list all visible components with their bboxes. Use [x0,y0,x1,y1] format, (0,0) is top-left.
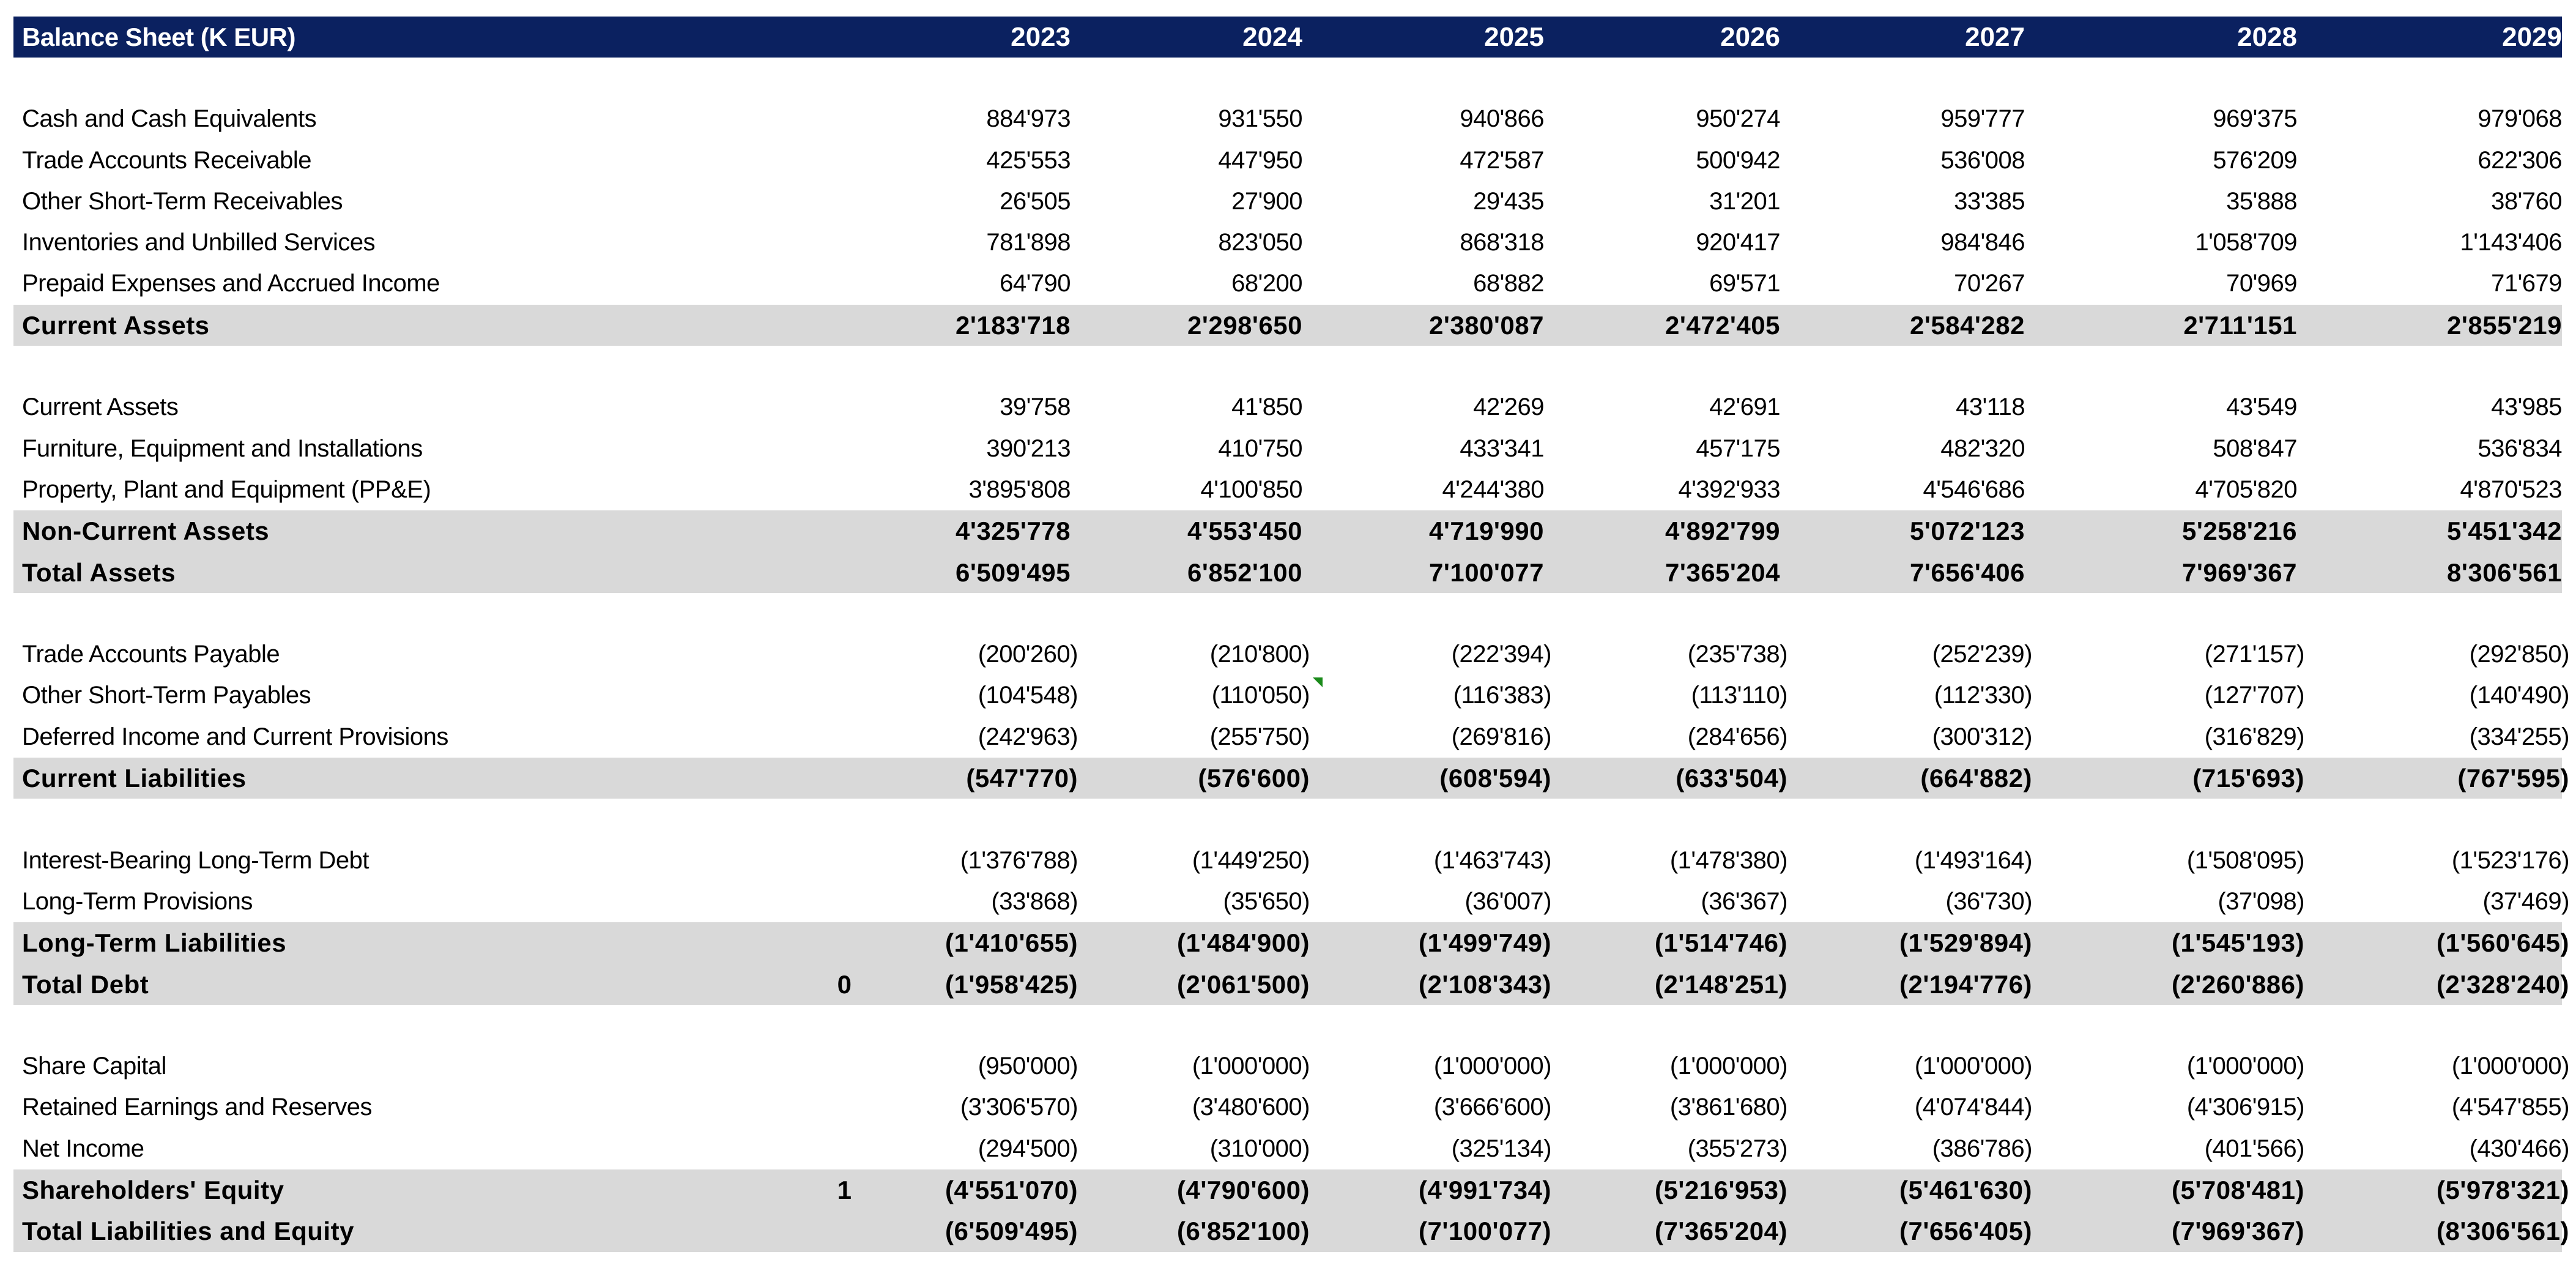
table-row [13,99,2562,140]
total-row [13,552,2562,593]
value-cell-2025[interactable]: 433'341 [1460,434,1544,462]
value-cell-2025[interactable]: (2'108'343) [1419,969,1551,999]
table-row [13,222,2562,263]
total-row [13,305,2562,346]
value-cell-2025[interactable]: 7'100'077 [1429,558,1544,587]
value-cell-2026[interactable]: (2'148'251) [1655,969,1787,999]
value-cell-2025[interactable]: 42'269 [1473,393,1544,421]
total-row [13,510,2562,551]
value-cell-2027[interactable]: 43'118 [1956,393,2025,421]
value-cell-2026[interactable]: 4'392'933 [1678,476,1780,503]
value-cell-2028[interactable]: 70'969 [2226,270,2297,297]
value-cell-2024[interactable]: (3'480'600) [1192,1094,1310,1121]
value-cell-2024[interactable]: (110'050) [1211,682,1310,709]
value-cell-2024[interactable]: 447'950 [1218,146,1302,174]
value-cell-2028[interactable]: 2'711'151 [2183,310,2297,340]
table-row [13,840,2569,881]
row-label[interactable]: Furniture, Equipment and Installations [22,434,423,462]
value-cell-2027[interactable]: 959'777 [1940,105,2025,133]
sheet-title[interactable]: Balance Sheet (K EUR) [22,23,295,51]
value-cell-2029[interactable]: (292'850) [2469,641,2569,668]
value-cell-2025[interactable]: 868'318 [1460,229,1544,256]
value-cell-2025[interactable]: (269'816) [1451,723,1551,750]
row-label[interactable]: Interest-Bearing Long-Term Debt [22,846,369,874]
row-label[interactable]: Other Short-Term Receivables [22,187,343,215]
table-row [13,387,2562,428]
total-row-label[interactable]: Long-Term Liabilities [22,928,287,958]
value-cell-2027[interactable]: (1'000'000) [1914,1053,2032,1080]
value-cell-2026[interactable]: (7'365'204) [1655,1217,1787,1246]
value-cell-2023[interactable]: (3'306'570) [960,1094,1078,1121]
value-cell-2024[interactable]: (1'484'900) [1177,928,1310,958]
year-header-2024[interactable]: 2024 [1242,22,1302,52]
value-cell-2028[interactable]: 7'969'367 [2182,558,2297,587]
value-cell-2029[interactable]: 536'834 [2478,434,2562,462]
value-cell-2023[interactable]: (294'500) [978,1135,1078,1162]
value-cell-2028[interactable]: (271'157) [2204,641,2304,668]
row-label[interactable]: Current Assets [22,393,179,421]
value-cell-2027[interactable]: 33'385 [1954,187,2025,215]
value-cell-2025[interactable]: (36'007) [1464,887,1551,915]
value-cell-2028[interactable]: 43'549 [2226,393,2297,421]
value-cell-2025[interactable]: (222'394) [1451,641,1551,668]
value-cell-2027[interactable]: 4'546'686 [1923,476,2025,503]
value-cell-2028[interactable]: (1'545'193) [2172,928,2304,958]
value-cell-2028[interactable]: 4'705'820 [2195,476,2297,503]
total-row-label[interactable]: Non-Current Assets [22,517,270,546]
year-header-2026[interactable]: 2026 [1720,22,1780,52]
value-cell-2027[interactable]: 482'320 [1940,434,2025,462]
year-header-2029[interactable]: 2029 [2502,22,2562,52]
value-cell-2028[interactable]: (2'260'886) [2172,969,2304,999]
table-body [13,58,2569,1252]
value-cell-2026[interactable]: 4'892'799 [1665,517,1780,546]
value-cell-2024[interactable]: (1'000'000) [1192,1053,1310,1080]
value-cell-2023[interactable]: (547'770) [966,764,1078,793]
value-cell-2025[interactable]: 2'380'087 [1429,310,1544,340]
value-cell-2023[interactable]: (4'551'070) [945,1176,1078,1205]
value-cell-2028[interactable]: 508'847 [2213,434,2297,462]
value-cell-2028[interactable]: 576'209 [2213,146,2297,174]
value-cell-2027[interactable]: (386'786) [1932,1135,2032,1162]
total-row-label[interactable]: Shareholders' Equity [22,1176,284,1205]
value-cell-2025[interactable]: 29'435 [1473,187,1544,215]
value-cell-2027[interactable]: (1'493'164) [1914,846,2032,874]
value-cell-2028[interactable]: (401'566) [2204,1135,2304,1162]
value-cell-2028[interactable]: 35'888 [2226,187,2297,215]
total-row-label[interactable]: Total Assets [22,558,176,587]
value-cell-2023[interactable]: (242'963) [978,723,1078,750]
value-cell-2025[interactable]: 4'244'380 [1442,476,1544,503]
value-cell-2023[interactable]: 3'895'808 [968,476,1071,503]
total-row [13,1210,2569,1251]
value-cell-2027[interactable]: 984'846 [1940,229,2025,256]
value-cell-2026[interactable]: 42'691 [1709,393,1780,421]
row-label[interactable]: Deferred Income and Current Provisions [22,723,448,750]
table-row [13,469,2562,510]
value-cell-2025[interactable]: (325'134) [1451,1135,1551,1162]
value-cell-2027[interactable]: (7'656'405) [1899,1217,2032,1246]
value-cell-2026[interactable]: (3'861'680) [1669,1094,1787,1121]
year-header-2025[interactable]: 2025 [1484,22,1544,52]
value-cell-2026[interactable]: (5'216'953) [1655,1176,1787,1205]
row-label[interactable]: Property, Plant and Equipment (PP&E) [22,476,431,503]
cell-comment-indicator-icon[interactable] [1313,677,1323,687]
value-cell-2027[interactable]: (664'882) [1920,764,2032,793]
value-cell-2029[interactable]: 8'306'561 [2447,558,2562,587]
table-row [13,881,2569,922]
value-cell-2028[interactable]: (1'000'000) [2186,1053,2304,1080]
value-cell-2026[interactable]: 920'417 [1696,229,1780,256]
value-cell-2025[interactable]: (1'499'749) [1419,928,1551,958]
value-cell-2026[interactable]: 2'472'405 [1665,310,1780,340]
value-cell-2026[interactable]: (633'504) [1676,764,1787,793]
value-cell-2029[interactable]: (140'490) [2469,682,2569,709]
value-cell-2026[interactable]: 31'201 [1709,187,1780,215]
year-header-2028[interactable]: 2028 [2237,22,2297,52]
value-cell-2028[interactable]: (5'708'481) [2172,1176,2304,1205]
value-cell-2029[interactable]: (1'000'000) [2451,1053,2569,1080]
value-cell-2026[interactable]: (36'367) [1701,887,1787,915]
value-cell-2027[interactable]: (1'529'894) [1899,928,2032,958]
value-cell-2026[interactable]: (1'000'000) [1669,1053,1787,1080]
value-cell-2029[interactable]: (334'255) [2469,723,2569,750]
value-cell-2028[interactable]: (37'098) [2218,887,2304,915]
value-cell-2024[interactable]: 2'298'650 [1187,310,1302,340]
value-cell-2028[interactable]: 969'375 [2213,105,2297,133]
value-cell-2025[interactable]: 940'866 [1460,105,1544,133]
row-label[interactable]: Net Income [22,1135,144,1162]
value-cell-2026[interactable]: 69'571 [1709,270,1780,297]
total-row [13,1169,2569,1210]
value-cell-2029[interactable]: (5'978'321) [2437,1176,2569,1205]
value-cell-2028[interactable]: 5'258'216 [2182,517,2297,546]
row-label[interactable]: Cash and Cash Equivalents [22,105,317,133]
value-cell-2029[interactable]: (2'328'240) [2437,969,2569,999]
value-cell-2024[interactable]: 6'852'100 [1187,558,1302,587]
value-cell-2027[interactable]: (112'330) [1934,682,2032,709]
value-cell-2023[interactable]: 64'790 [1000,270,1071,297]
table-row [13,428,2562,469]
value-cell-2024[interactable]: (576'600) [1198,764,1310,793]
total-row-label[interactable]: Total Debt [22,969,149,999]
value-cell-2024[interactable]: (310'000) [1209,1135,1310,1162]
value-cell-2025[interactable]: 472'587 [1460,146,1544,174]
row-label[interactable]: Long-Term Provisions [22,887,253,915]
table-row [13,717,2569,758]
total-row [13,758,2569,799]
value-cell-2023[interactable]: (1'376'788) [960,846,1078,874]
value-cell-2028[interactable]: (316'829) [2204,723,2304,750]
value-cell-2025[interactable]: (4'991'734) [1419,1176,1551,1205]
value-cell-2029[interactable]: 622'306 [2478,146,2562,174]
value-cell-2027[interactable]: 2'584'282 [1910,310,2025,340]
value-cell-2024[interactable]: 4'553'450 [1187,517,1302,546]
value-cell-2023[interactable]: (6'509'495) [945,1217,1078,1246]
check-flag-cell[interactable]: 0 [837,969,852,999]
value-cell-2029[interactable]: (37'469) [2482,887,2569,915]
value-cell-2023[interactable]: 4'325'778 [956,517,1071,546]
value-cell-2023[interactable]: 425'553 [986,146,1071,174]
blank-row [13,58,2562,99]
value-cell-2025[interactable]: (116'383) [1453,682,1551,709]
value-cell-2027[interactable]: (252'239) [1932,641,2032,668]
value-cell-2025[interactable]: (7'100'077) [1419,1217,1551,1246]
table-row [13,181,2562,222]
row-label[interactable]: Retained Earnings and Reserves [22,1094,373,1121]
check-flag-cell[interactable]: 1 [837,1176,852,1205]
value-cell-2029[interactable]: 71'679 [2491,270,2562,297]
value-cell-2029[interactable]: 38'760 [2491,187,2562,215]
value-cell-2025[interactable]: (1'463'743) [1433,846,1551,874]
table-row [13,634,2569,675]
value-cell-2023[interactable]: 39'758 [1000,393,1071,421]
table-row [13,675,2569,716]
value-cell-2027[interactable]: (36'730) [1945,887,2032,915]
value-cell-2025[interactable]: (3'666'600) [1433,1094,1551,1121]
value-cell-2028[interactable]: (715'693) [2192,764,2304,793]
blank-row [13,593,2562,634]
value-cell-2023[interactable]: (950'000) [978,1053,1078,1080]
total-row-label[interactable]: Current Liabilities [22,764,247,793]
value-cell-2023[interactable]: 2'183'718 [956,310,1071,340]
value-cell-2024[interactable]: 823'050 [1218,229,1302,256]
table-row [13,263,2562,304]
value-cell-2024[interactable]: 41'850 [1231,393,1302,421]
value-cell-2026[interactable]: 500'942 [1696,146,1780,174]
value-cell-2025[interactable]: (608'594) [1439,764,1551,793]
table-row [13,140,2562,181]
total-row [13,964,2569,1005]
balance-sheet-table [13,17,2569,1252]
value-cell-2027[interactable]: 5'072'123 [1910,517,2025,546]
value-cell-2024[interactable]: (4'790'600) [1177,1176,1310,1205]
value-cell-2029[interactable]: 43'985 [2491,393,2562,421]
table-row [13,1128,2569,1169]
value-cell-2025[interactable]: 4'719'990 [1429,517,1544,546]
value-cell-2026[interactable]: (1'478'380) [1669,846,1787,874]
blank-row [13,346,2562,387]
value-cell-2027[interactable]: (4'074'844) [1914,1094,2032,1121]
value-cell-2025[interactable]: (1'000'000) [1433,1053,1551,1080]
value-cell-2026[interactable]: 457'175 [1696,434,1780,462]
row-label[interactable]: Inventories and Unbilled Services [22,229,376,256]
value-cell-2024[interactable]: 410'750 [1218,434,1302,462]
value-cell-2029[interactable]: (1'560'645) [2437,928,2569,958]
value-cell-2024[interactable]: (35'650) [1223,887,1310,915]
value-cell-2024[interactable]: 68'200 [1231,270,1302,297]
total-row-label[interactable]: Current Assets [22,310,210,340]
table-row [13,1087,2569,1128]
value-cell-2023[interactable]: (1'958'425) [945,969,1078,999]
value-cell-2026[interactable]: (284'656) [1687,723,1787,750]
value-cell-2024[interactable]: 27'900 [1231,187,1302,215]
total-row [13,922,2569,963]
value-cell-2028[interactable]: (7'969'367) [2172,1217,2304,1246]
value-cell-2029[interactable]: (767'595) [2457,764,2569,793]
value-cell-2027[interactable]: 7'656'406 [1910,558,2025,587]
year-header-2027[interactable]: 2027 [1965,22,2025,52]
value-cell-2023[interactable]: (200'260) [978,641,1078,668]
row-label[interactable]: Trade Accounts Receivable [22,146,311,174]
value-cell-2023[interactable]: 26'505 [1000,187,1071,215]
value-cell-2027[interactable]: (5'461'630) [1899,1176,2032,1205]
value-cell-2029[interactable]: 5'451'342 [2447,517,2562,546]
value-cell-2023[interactable]: (1'410'655) [945,928,1078,958]
row-label[interactable]: Other Short-Term Payables [22,682,311,709]
value-cell-2026[interactable]: 950'274 [1696,105,1780,133]
value-cell-2026[interactable]: (113'110) [1691,682,1787,709]
value-cell-2028[interactable]: 1'058'709 [2195,229,2297,256]
value-cell-2024[interactable]: 4'100'850 [1200,476,1302,503]
value-cell-2024[interactable]: (210'800) [1209,641,1310,668]
blank-row [13,1005,2562,1046]
value-cell-2028[interactable]: (127'707) [2204,682,2304,709]
value-cell-2024[interactable]: (6'852'100) [1177,1217,1310,1246]
blank-row [13,799,2562,840]
table-row [13,1046,2569,1087]
value-cell-2024[interactable]: (2'061'500) [1177,969,1310,999]
row-label[interactable]: Prepaid Expenses and Accrued Income [22,270,440,297]
value-cell-2029[interactable]: (8'306'561) [2437,1217,2569,1246]
value-cell-2028[interactable]: (1'508'095) [2186,846,2304,874]
value-cell-2029[interactable]: 4'870'523 [2460,476,2562,503]
value-cell-2029[interactable]: (4'547'855) [2451,1094,2569,1121]
value-cell-2027[interactable]: 70'267 [1954,270,2025,297]
value-cell-2029[interactable]: (430'466) [2469,1135,2569,1162]
value-cell-2023[interactable]: 390'213 [986,434,1071,462]
value-cell-2029[interactable]: 2'855'219 [2447,310,2562,340]
value-cell-2023[interactable]: 884'973 [986,105,1071,133]
row-label[interactable]: Share Capital [22,1053,166,1080]
value-cell-2024[interactable]: (255'750) [1209,723,1310,750]
value-cell-2026[interactable]: 7'365'204 [1665,558,1780,587]
value-cell-2027[interactable]: (2'194'776) [1899,969,2032,999]
value-cell-2023[interactable]: (33'868) [991,887,1078,915]
value-cell-2023[interactable]: 781'898 [986,229,1071,256]
value-cell-2028[interactable]: (4'306'915) [2186,1094,2304,1121]
value-cell-2025[interactable]: 68'882 [1473,270,1544,297]
value-cell-2026[interactable]: (235'738) [1687,641,1787,668]
header-row [13,17,2562,58]
row-label[interactable]: Trade Accounts Payable [22,641,280,668]
value-cell-2027[interactable]: 536'008 [1940,146,2025,174]
value-cell-2024[interactable]: 931'550 [1218,105,1302,133]
value-cell-2027[interactable]: (300'312) [1932,723,2032,750]
value-cell-2026[interactable]: (355'273) [1687,1135,1787,1162]
value-cell-2029[interactable]: (1'523'176) [2451,846,2569,874]
year-header-2023[interactable]: 2023 [1011,22,1071,52]
value-cell-2029[interactable]: 1'143'406 [2460,229,2562,256]
total-row-label[interactable]: Total Liabilities and Equity [22,1217,354,1246]
value-cell-2023[interactable]: 6'509'495 [956,558,1071,587]
value-cell-2029[interactable]: 979'068 [2478,105,2562,133]
value-cell-2024[interactable]: (1'449'250) [1192,846,1310,874]
value-cell-2023[interactable]: (104'548) [978,682,1078,709]
value-cell-2026[interactable]: (1'514'746) [1655,928,1787,958]
